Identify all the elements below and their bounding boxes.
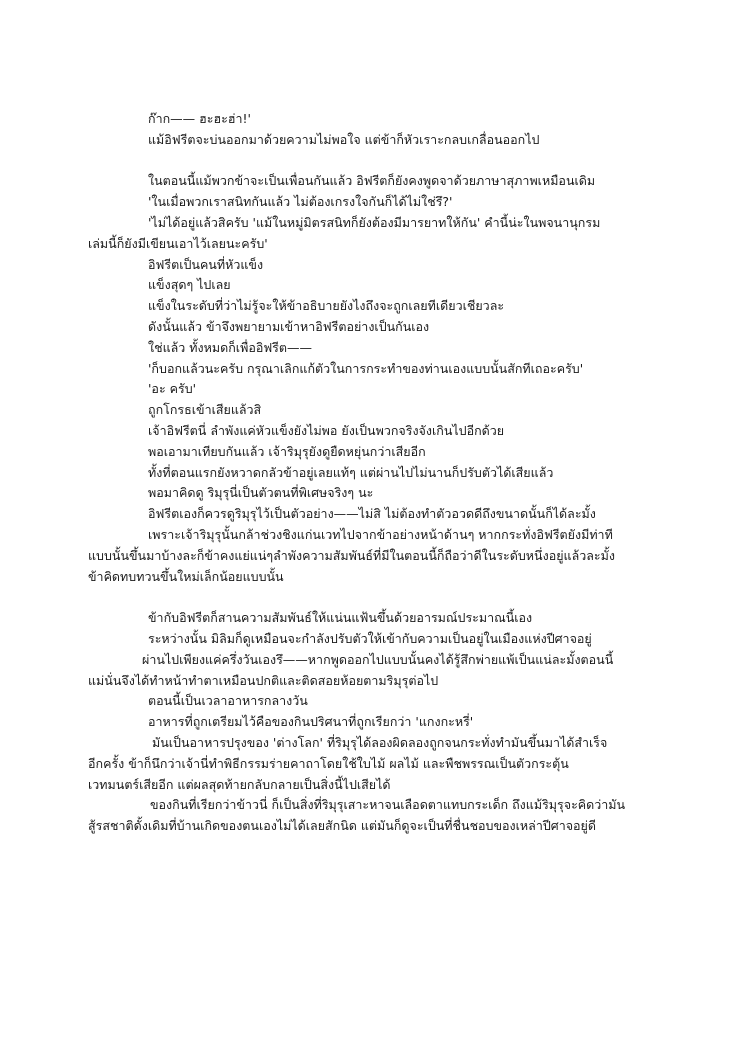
paragraph-line: แบบนั้นขึ้นมาบ้างละก็ข้าคงแย่แน่ๆลำพังความสัมพันธ์ที่มีในตอนนี้ก็ถือว่าดีในระดับหนึ่งอยู่แล้วละมั้ง	[88, 547, 615, 563]
paragraph-line: สู้รสชาติดั้งเดิมที่บ้านเกิดของตนเองไม่ได้เลยสักนิด แต่มันก็ดูจะเป็นที่ชื่นชอบของเหล่าปีศาจอยู่ดี	[88, 818, 597, 834]
paragraph-line: ผ่านไปเพียงแค่ครึ่งวันเองรึ——หากพูดออกไปแบบนั้นคงได้รู้สึกพ่ายแพ้เป็นแน่ละมั้งตอนนี้	[142, 651, 614, 667]
paragraph-line: ถูกโกรธเข้าเสียแล้วสิ	[148, 402, 262, 418]
paragraph-line: ดังนั้นแล้ว ข้าจึงพยายามเข้าหาอิฟรีตอย่างเป็นกันเอง	[148, 318, 430, 334]
paragraph-spacer	[88, 587, 658, 608]
paragraph-line: เล่มนี้ก็ยังมีเขียนเอาไว้เลยนะครับ'	[88, 235, 268, 251]
paragraph-line: มันเป็นอาหารปรุงของ 'ต่างโลก' ที่ริมุรุได้ลองผิดลองถูกจนกระทั่งทำมันขึ้นมาได้สำเร็จ	[152, 734, 608, 750]
paragraph-line: แข็งสุดๆ ไปเลย	[148, 277, 231, 293]
paragraph-line: เพราะเจ้าริมุรุนั้นกล้าช่วงชิงแก่นเวทไปจากข้าอย่างหน้าด้านๆ หากกระทั่งอิฟรีตยังมีท่าที	[148, 526, 613, 542]
paragraph-line: ข้าคิดทบทวนขึ้นใหม่เล็กน้อยแบบนั้น	[88, 568, 284, 584]
paragraph-line: แม่นั่นจึงได้ทำหน้าทำตาเหมือนปกติและติดสอยห้อยตามริมุรุต่อไป	[88, 672, 439, 688]
paragraph-line: 'อะ ครับ'	[148, 381, 197, 397]
paragraph-line: ก๊าก—— ฮะฮะฮ่า!'	[148, 111, 251, 126]
paragraph-line: 'ไม่ได้อยู่แล้วสิครับ 'แม้ในหมู่มิตรสนิทก็ยังต้องมีมารยาทให้กัน' คำนี้น่ะในพจนานุกรม	[148, 214, 601, 230]
paragraph-line: ตอนนี้เป็นเวลาอาหารกลางวัน	[148, 693, 308, 709]
paragraph-line: แข็งในระดับที่ว่าไม่รู้จะให้ข้าอธิบายยังไงถึงจะถูกเลยทีเดียวเชียวละ	[148, 298, 505, 314]
paragraph-line: ใช่แล้ว ทั้งหมดก็เพื่ออิฟรีต——	[148, 339, 313, 355]
paragraph-line: 'ในเมื่อพวกเราสนิทกันแล้ว ไม่ต้องเกรงใจกันก็ได้ไม่ใช่รึ?'	[148, 194, 453, 210]
paragraph-line: พอเอามาเทียบกันแล้ว เจ้าริมุรุยังดูยืดหยุ่นกว่าเสียอีก	[148, 443, 426, 459]
paragraph-line: ในตอนนี้แม้พวกข้าจะเป็นเพื่อนกันแล้ว อิฟรีตก็ยังคงพูดจาด้วยภาษาสุภาพเหมือนเดิม	[148, 173, 596, 189]
paragraph-line: อีกครั้ง ข้าก็นึกว่าเจ้านี่ทำพิธีกรรมร่ายคาถาโดยใช้ใบไม้ ผลไม้ และพืชพรรณเป็นตัวกระตุ้น	[88, 755, 569, 771]
paragraph-line: ของกินที่เรียกว่าข้าวนี่ ก็เป็นสิ่งที่ริมุรุเสาะหาจนเลือดตาแทบกระเด็ก ถึงแม้ริมุรุจะคิดว่ามัน	[150, 797, 626, 813]
paragraph-line: ระหว่างนั้น มิลิมก็ดูเหมือนจะกำลังปรับตัวให้เข้ากับความเป็นอยู่ในเมืองแห่งปีศาจอยู่	[148, 630, 592, 646]
paragraph-line: อิฟรีตเองก็ควรดูริมุรุไว้เป็นตัวอย่าง——ไม่สิ ไม่ต้องทำตัวอวดดีถึงขนาดนั้นก็ได้ละมั้ง	[148, 506, 596, 522]
paragraph-spacer	[88, 151, 658, 172]
paragraph-line: เวทมนตร์เสียอีก แต่ผลสุดท้ายกลับกลายเป็นสิ่งนี้ไปเสียได้	[88, 776, 391, 792]
paragraph-line: พอมาคิดดู ริมุรุนี่เป็นตัวตนที่พิเศษจริงๆ นะ	[148, 485, 374, 501]
paragraph-line: ข้ากับอิฟรีตก็สานความสัมพันธ์ให้แน่นแฟ้นขึ้นด้วยอารมณ์ประมาณนี้เอง	[148, 610, 533, 626]
paragraph-line: แม้อิฟรีตจะบ่นออกมาด้วยความไม่พอใจ แต่ข้าก็หัวเราะกลบเกลื่อนออกไป	[148, 131, 540, 147]
paragraph-line: อิฟรีตเป็นคนที่หัวแข็ง	[148, 256, 264, 272]
paragraph-line: 'ก็บอกแล้วนะครับ กรุณาเลิกแก้ตัวในการกระทำของท่านเองแบบนั้นสักทีเถอะครับ'	[148, 360, 584, 376]
paragraph-line: ทั้งที่ตอนแรกยังหวาดกลัวข้าอยู่เลยแท้ๆ แต่ผ่านไปไม่นานก็ปรับตัวได้เสียแล้ว	[148, 464, 554, 480]
document-body	[88, 109, 658, 837]
paragraph-line: อาหารที่ถูกเตรียมไว้คือของกินปริศนาที่ถูกเรียกว่า 'แกงกะหรี่'	[148, 714, 474, 730]
paragraph-line: เจ้าอิฟรีตนี่ ลำพังแค่หัวแข็งยังไม่พอ ยังเป็นพวกจริงจังเกินไปอีกด้วย	[148, 422, 505, 438]
